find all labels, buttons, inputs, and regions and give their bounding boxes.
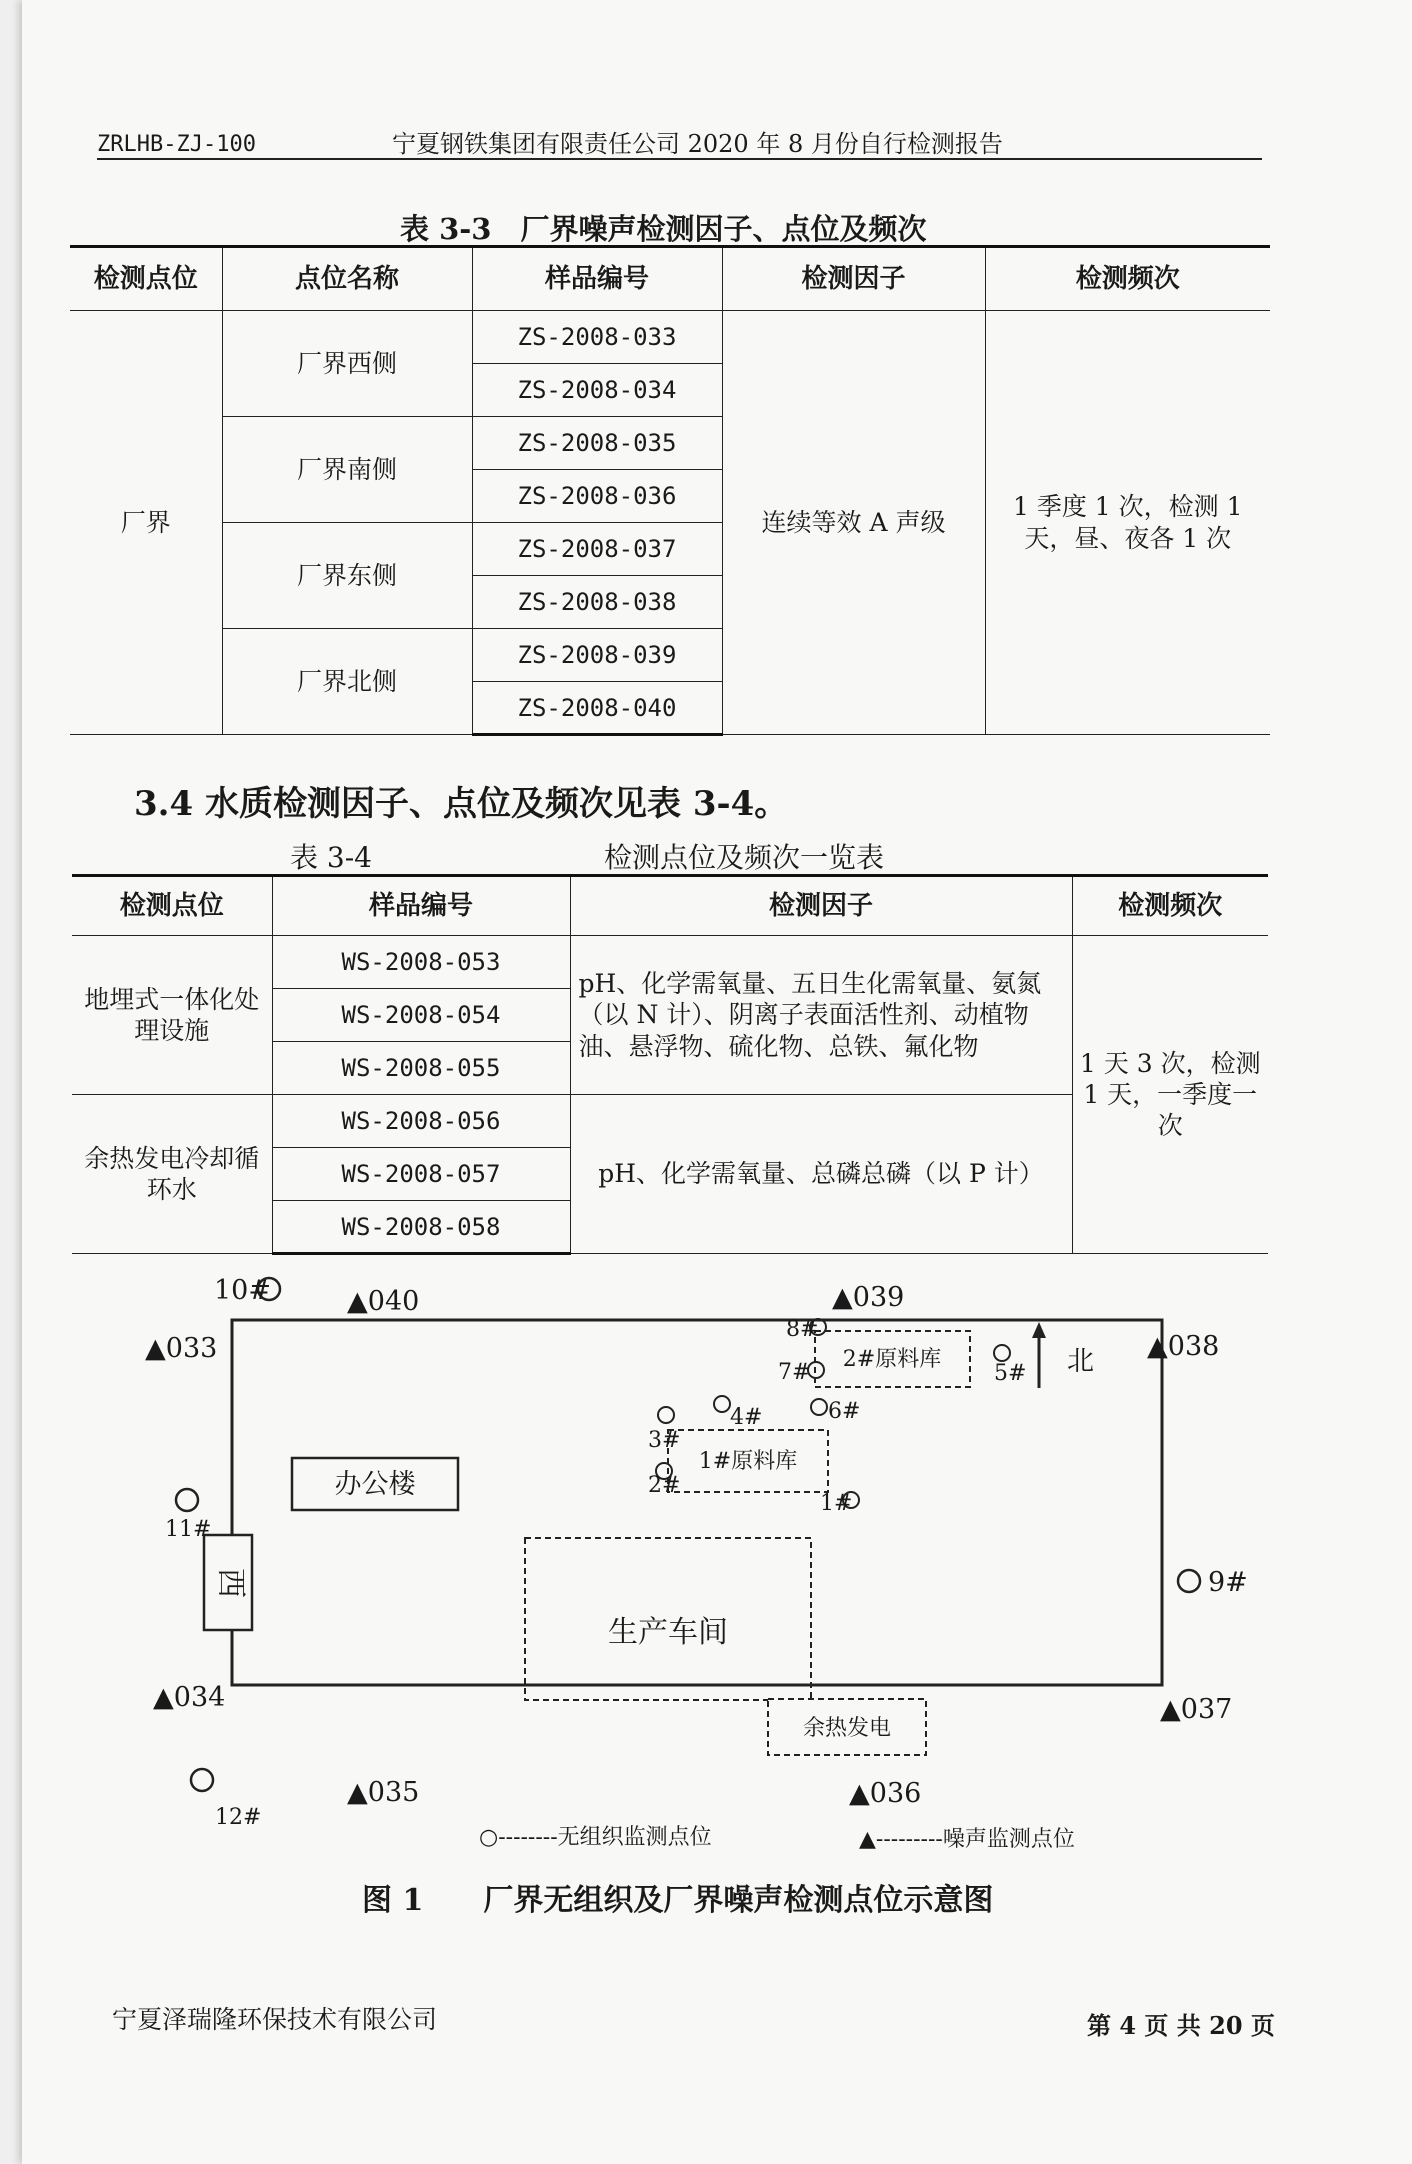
footer-company: 宁夏泽瑞隆环保技术有限公司	[112, 2005, 438, 2034]
north-arrow-icon	[1032, 1322, 1046, 1338]
air-point-4-icon	[714, 1396, 730, 1412]
legend-noise: ▲---------噪声监测点位	[859, 1827, 1075, 1852]
document-code: ZRLHB-ZJ-100	[97, 132, 256, 157]
table-header-cell: 样品编号	[472, 247, 722, 311]
table-3-4-number: 表 3-4	[290, 841, 372, 874]
table-header-cell: 检测频次	[985, 247, 1270, 311]
west-gate-label: 西	[213, 1568, 248, 1598]
sample-id-cell: ZS-2008-033	[472, 311, 722, 364]
point-name-cell: 厂界南侧	[222, 417, 472, 523]
air-point-9-icon	[1178, 1570, 1200, 1592]
sample-id-cell: WS-2008-056	[272, 1095, 570, 1148]
table-header-cell: 点位名称	[222, 247, 472, 311]
workshop-label: 生产车间	[608, 1615, 728, 1650]
air-point-8-label: 8#	[786, 1317, 819, 1342]
monitoring-point-cell: 余热发电冷却循环水	[72, 1095, 272, 1254]
factor-cell: pH、化学需氧量、总磷总磷（以 P 计）	[570, 1095, 1072, 1254]
sample-id-cell: WS-2008-055	[272, 1042, 570, 1095]
air-point-3-label: 3#	[648, 1428, 681, 1453]
table-header-cell: 检测因子	[722, 247, 985, 311]
air-point-11-icon	[176, 1489, 198, 1511]
store-2-label: 2#原料库	[842, 1347, 942, 1372]
air-point-9-label: 9#	[1208, 1567, 1248, 1598]
noise-point-040: ▲040	[347, 1286, 420, 1317]
sample-id-cell: ZS-2008-038	[472, 576, 722, 629]
noise-point-033: ▲033	[145, 1333, 218, 1364]
sample-id-cell: WS-2008-053	[272, 936, 570, 989]
table-3-4-caption: 检测点位及频次一览表	[604, 841, 885, 874]
sample-id-cell: ZS-2008-039	[472, 629, 722, 682]
table-3-4	[72, 874, 1268, 1255]
air-point-2-label: 2#	[648, 1473, 681, 1498]
monitoring-point-cell: 厂界	[70, 311, 222, 735]
footer-page-number: 第 4 页 共 20 页	[1087, 2011, 1275, 2040]
noise-point-036: ▲036	[849, 1778, 922, 1809]
noise-point-039: ▲039	[832, 1282, 905, 1313]
sample-id-cell: ZS-2008-035	[472, 417, 722, 470]
air-point-7-label: 7#	[778, 1360, 811, 1385]
sample-id-cell: ZS-2008-040	[472, 682, 722, 735]
table-header-cell: 检测频次	[1072, 876, 1268, 936]
section-3-4-title: 3.4 水质检测因子、点位及频次见表 3-4。	[134, 784, 789, 824]
sample-id-cell: ZS-2008-034	[472, 364, 722, 417]
point-name-cell: 厂界西侧	[222, 311, 472, 417]
noise-point-034: ▲034	[153, 1682, 226, 1713]
figure-1-caption: 图 1 厂界无组织及厂界噪声检测点位示意图	[362, 1883, 994, 1918]
air-point-6-icon	[811, 1399, 827, 1415]
store-1-label: 1#原料库	[698, 1449, 798, 1474]
air-point-1-label: 1#	[820, 1491, 853, 1516]
point-name-cell: 厂界东侧	[222, 523, 472, 629]
sample-id-cell: WS-2008-057	[272, 1148, 570, 1201]
table-header-cell: 检测因子	[570, 876, 1072, 936]
north-label: 北	[1067, 1346, 1094, 1377]
air-point-4-label: 4#	[730, 1405, 763, 1430]
office-label: 办公楼	[334, 1469, 416, 1500]
noise-point-035: ▲035	[347, 1777, 420, 1808]
legend-air: ○--------无组织监测点位	[479, 1825, 712, 1850]
sample-id-cell: ZS-2008-036	[472, 470, 722, 523]
sample-id-cell: ZS-2008-037	[472, 523, 722, 576]
header-rule	[97, 158, 1262, 160]
table-3-3-caption: 表 3-3 厂界噪声检测因子、点位及频次	[400, 212, 927, 246]
air-point-5-icon	[994, 1345, 1010, 1361]
frequency-cell: 1 季度 1 次，检测 1 天，昼、夜各 1 次	[985, 311, 1270, 735]
monitoring-point-cell: 地埋式一体化处理设施	[72, 936, 272, 1095]
sample-id-cell: WS-2008-058	[272, 1201, 570, 1254]
air-point-12-icon	[191, 1769, 213, 1791]
factor-cell: pH、化学需氧量、五日生化需氧量、氨氮（以 N 计）、阴离子表面活性剂、动植物油、悬浮物、硫化物、总铁、氟化物	[570, 936, 1072, 1095]
point-name-cell: 厂界北侧	[222, 629, 472, 735]
report-title: 宁夏钢铁集团有限责任公司 2020 年 8 月份自行检测报告	[392, 130, 1003, 158]
site-map-figure	[22, 1270, 1412, 1870]
air-point-12-label: 12#	[215, 1805, 262, 1830]
frequency-cell: 1 天 3 次，检测 1 天，一季度一次	[1072, 936, 1268, 1254]
air-point-5-label: 5#	[994, 1361, 1027, 1386]
sample-id-cell: WS-2008-054	[272, 989, 570, 1042]
table-header-cell: 检测点位	[72, 876, 272, 936]
table-3-3	[70, 245, 1270, 736]
table-header-cell: 检测点位	[70, 247, 222, 311]
table-header-cell: 样品编号	[272, 876, 570, 936]
air-point-10-label: 10#	[214, 1275, 271, 1306]
factor-cell: 连续等效 A 声级	[722, 311, 985, 735]
report-page	[22, 0, 1412, 2164]
heat-power-label: 余热发电	[802, 1716, 892, 1741]
air-point-11-label: 11#	[165, 1517, 212, 1542]
noise-point-037: ▲037	[1160, 1694, 1233, 1725]
air-point-6-label: 6#	[828, 1399, 861, 1424]
air-point-3-icon	[658, 1407, 674, 1423]
noise-point-038: ▲038	[1147, 1331, 1220, 1362]
